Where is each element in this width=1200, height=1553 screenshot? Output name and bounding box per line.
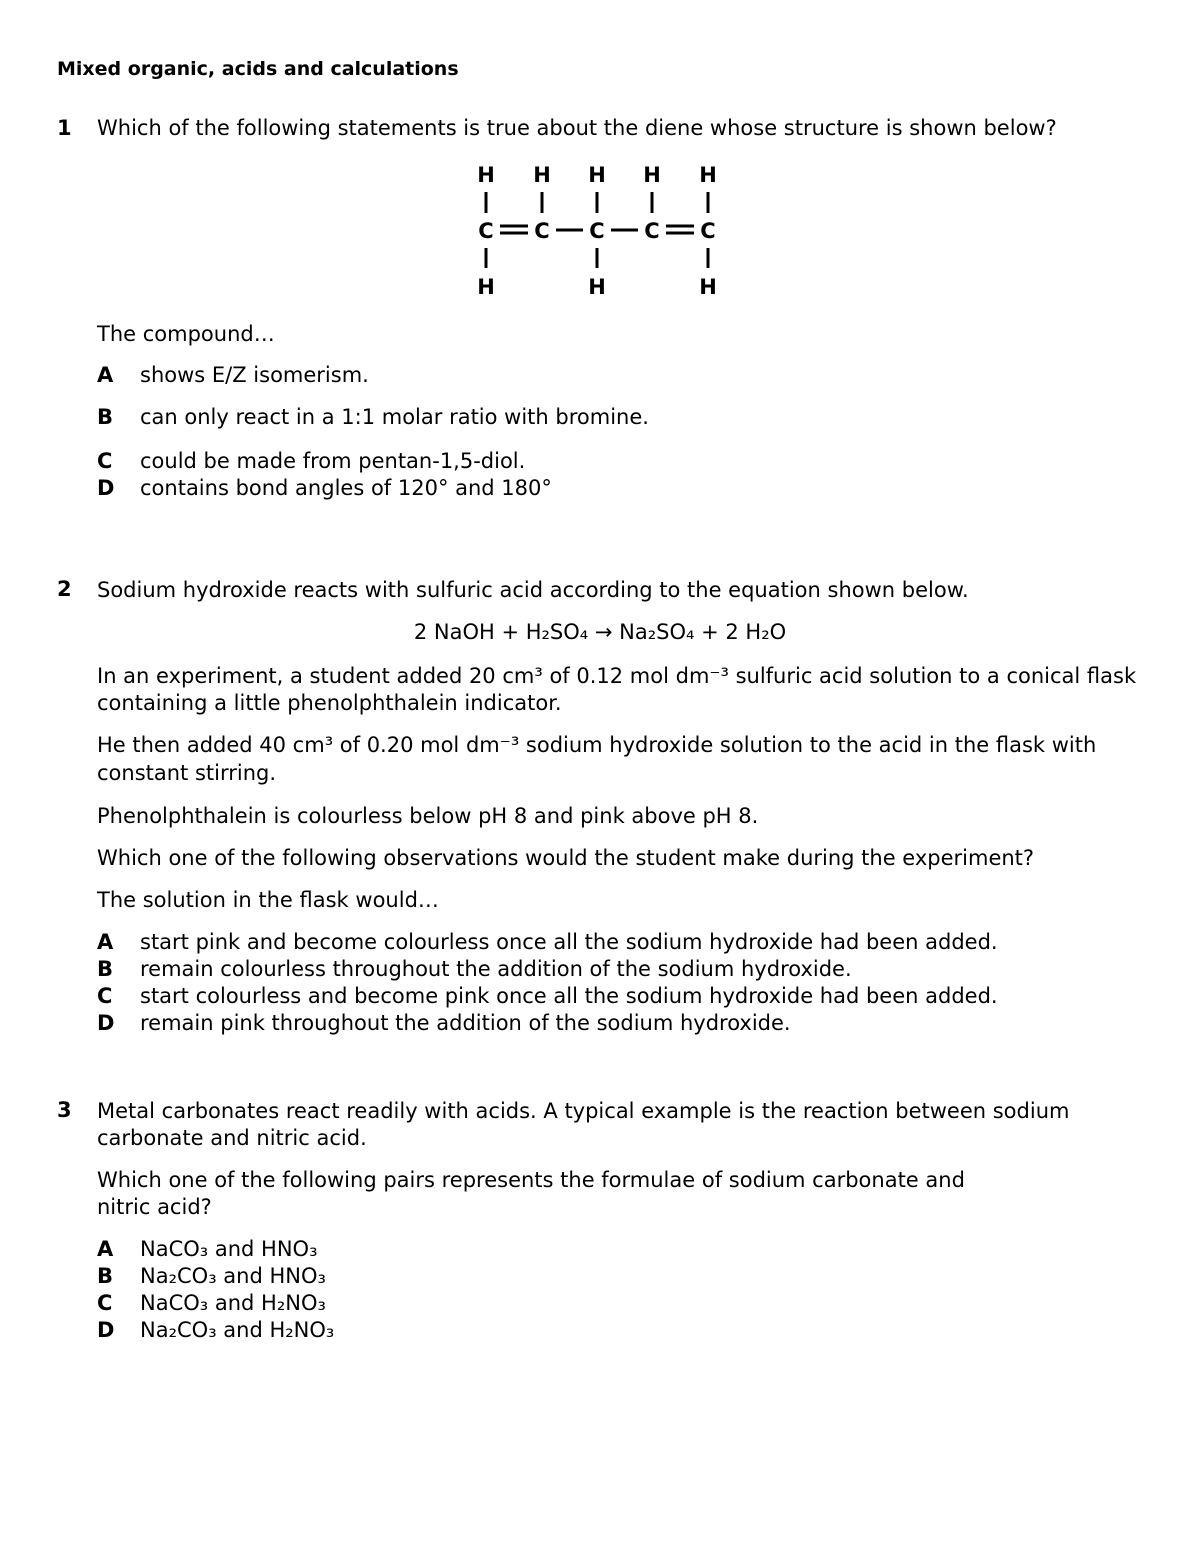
q3-option-d-letter: D xyxy=(97,1318,115,1342)
atom-c-5: C xyxy=(700,219,716,243)
question-2-lead: The solution in the flask would… xyxy=(97,888,439,912)
atom-h-bottom-3: H xyxy=(699,275,717,299)
q3-option-a-text: NaCO₃ and HNO₃ xyxy=(140,1237,318,1261)
q3-option-a-letter: A xyxy=(97,1237,114,1261)
atom-h-top-1: H xyxy=(477,163,495,187)
q2-option-c-text: start colourless and become pink once all the sodium hydroxide had been added. xyxy=(140,984,998,1008)
atom-h-bottom-2: H xyxy=(588,275,606,299)
atom-c-4: C xyxy=(644,219,660,243)
question-1-stem: Which of the following statements is true about the diene whose structure is shown below? xyxy=(97,116,1057,140)
question-2-para4: Which one of the following observations would the student make during the experiment? xyxy=(97,846,1035,870)
question-2-para1-line1: In an experiment, a student added 20 cm³ of 0.12 mol dm⁻³ sulfuric acid solution to a conical flask xyxy=(97,664,1137,688)
page-title: Mixed organic, acids and calculations xyxy=(57,58,459,80)
question-2-stem: Sodium hydroxide reacts with sulfuric acid according to the equation shown below. xyxy=(97,578,969,602)
question-3-para1-line1: Which one of the following pairs represents the formulae of sodium carbonate and xyxy=(97,1168,965,1192)
question-2-para2-line2: constant stirring. xyxy=(97,761,277,785)
question-2-number: 2 xyxy=(57,577,72,601)
q2-option-a-letter: A xyxy=(97,930,114,954)
q1-option-a-text: shows E/Z isomerism. xyxy=(140,363,369,387)
q2-option-c-letter: C xyxy=(97,984,113,1008)
diene-structure-diagram xyxy=(470,160,730,305)
q1-option-b-text: can only react in a 1:1 molar ratio with bromine. xyxy=(140,405,649,429)
q2-option-d-text: remain pink throughout the addition of the sodium hydroxide. xyxy=(140,1011,791,1035)
question-2-para2-line1: He then added 40 cm³ of 0.20 mol dm⁻³ sodium hydroxide solution to the acid in the flask with xyxy=(97,733,1097,757)
q2-option-b-text: remain colourless throughout the addition of the sodium hydroxide. xyxy=(140,957,852,981)
q3-option-b-text: Na₂CO₃ and HNO₃ xyxy=(140,1264,326,1288)
question-3-number: 3 xyxy=(57,1098,72,1122)
atom-h-top-5: H xyxy=(699,163,717,187)
question-3-stem-line2: carbonate and nitric acid. xyxy=(97,1126,367,1150)
q1-option-c-letter: C xyxy=(97,449,113,473)
question-3-para1-line2: nitric acid? xyxy=(97,1195,212,1219)
q3-option-d-text: Na₂CO₃ and H₂NO₃ xyxy=(140,1318,335,1342)
q2-option-d-letter: D xyxy=(97,1011,115,1035)
question-2-para1-line2: containing a little phenolphthalein indicator. xyxy=(97,691,562,715)
atom-h-bottom-1: H xyxy=(477,275,495,299)
question-1-lead: The compound… xyxy=(97,322,275,346)
q3-option-c-text: NaCO₃ and H₂NO₃ xyxy=(140,1291,326,1315)
question-2-para3: Phenolphthalein is colourless below pH 8 and pink above pH 8. xyxy=(97,804,759,828)
q1-option-d-text: contains bond angles of 120° and 180° xyxy=(140,476,552,500)
upper-bonds xyxy=(486,192,708,213)
question-2-equation: 2 NaOH + H₂SO₄ → Na₂SO₄ + 2 H₂O xyxy=(413,620,787,644)
q2-option-b-letter: B xyxy=(97,957,114,981)
question-3-stem-line1: Metal carbonates react readily with acids. A typical example is the reaction between sodium xyxy=(97,1099,1070,1123)
atom-h-top-3: H xyxy=(588,163,606,187)
question-1-number: 1 xyxy=(57,116,72,140)
q1-option-a-letter: A xyxy=(97,363,114,387)
q1-option-b-letter: B xyxy=(97,405,114,429)
q1-option-d-letter: D xyxy=(97,476,115,500)
atom-h-top-2: H xyxy=(533,163,551,187)
atom-h-top-4: H xyxy=(643,163,661,187)
atom-c-2: C xyxy=(534,219,550,243)
q3-option-b-letter: B xyxy=(97,1264,114,1288)
atom-c-3: C xyxy=(589,219,605,243)
q3-option-c-letter: C xyxy=(97,1291,113,1315)
atom-c-1: C xyxy=(478,219,494,243)
q1-option-c-text: could be made from pentan-1,5-diol. xyxy=(140,449,526,473)
q2-option-a-text: start pink and become colourless once all the sodium hydroxide had been added. xyxy=(140,930,998,954)
lower-bonds xyxy=(486,248,708,268)
